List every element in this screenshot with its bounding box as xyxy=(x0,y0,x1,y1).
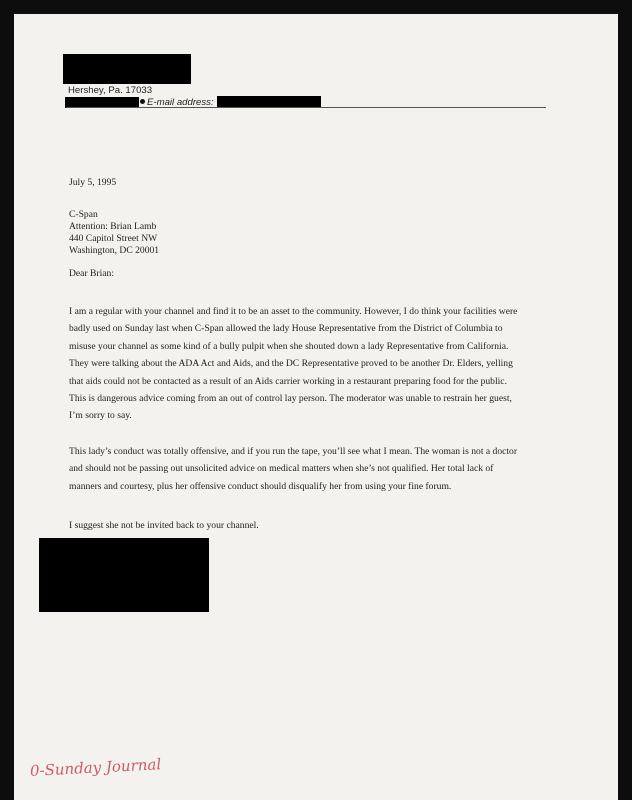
bullet-dot xyxy=(140,99,145,104)
address-line: 440 Capitol Street NW xyxy=(69,233,158,244)
redacted-signature-block xyxy=(39,538,209,612)
letterhead-city-line: Hershey, Pa. 17033 xyxy=(68,85,153,96)
redacted-name-block xyxy=(63,54,191,84)
paragraph-line: and should not be passing out unsolicited advice on medical matters when she’s not qualified. Her total lack of xyxy=(69,463,494,475)
paragraph-line: They were talking about the ADA Act and Aids, and the DC Representative proved to be another Dr. Elders, yelling xyxy=(69,358,513,370)
letter-page xyxy=(14,14,618,800)
body-paragraph-1 xyxy=(69,303,589,425)
paragraph-line: that aids could not be contacted as a result of an Aids carrier working in a restaurant preparing food for the public. xyxy=(69,375,507,387)
paragraph-line: I’m sorry to say. xyxy=(69,410,132,422)
letter-date: July 5, 1995 xyxy=(69,177,117,188)
address-line: Attention: Brian Lamb xyxy=(69,221,157,232)
recipient-address xyxy=(69,209,159,257)
letterhead-rule xyxy=(66,107,546,108)
paragraph-line: badly used on Sunday last when C-Span allowed the lady House Representative from the District of Columbia to xyxy=(69,323,503,335)
paragraph-line: misuse your channel as some kind of a bully pulpit when she shouted down a lady Representative from California. xyxy=(69,340,509,352)
email-label: E-mail address: xyxy=(147,97,214,108)
paragraph-line: I am a regular with your channel and find it to be an asset to the community. However, I do think your facilities were xyxy=(69,306,518,317)
address-line: C-Span xyxy=(69,209,98,220)
paragraph-line: This lady’s conduct was totally offensive, and if you run the tape, you’ll see what I mean. The woman is not a doctor xyxy=(69,446,518,457)
closing-line: I suggest she not be invited back to your channel. xyxy=(69,520,259,531)
salutation: Dear Brian: xyxy=(69,268,115,279)
handwritten-note: 0-Sunday Journal xyxy=(29,755,162,780)
paragraph-line: manners and courtesy, plus her offensive conduct should disqualify her from using your fine forum. xyxy=(69,480,452,492)
address-line: Washington, DC 20001 xyxy=(69,245,160,256)
paragraph-line: This is dangerous advice coming from an out of control lay person. The moderator was unable to restrain her guest, xyxy=(69,393,512,405)
body-paragraph-2 xyxy=(69,443,589,495)
